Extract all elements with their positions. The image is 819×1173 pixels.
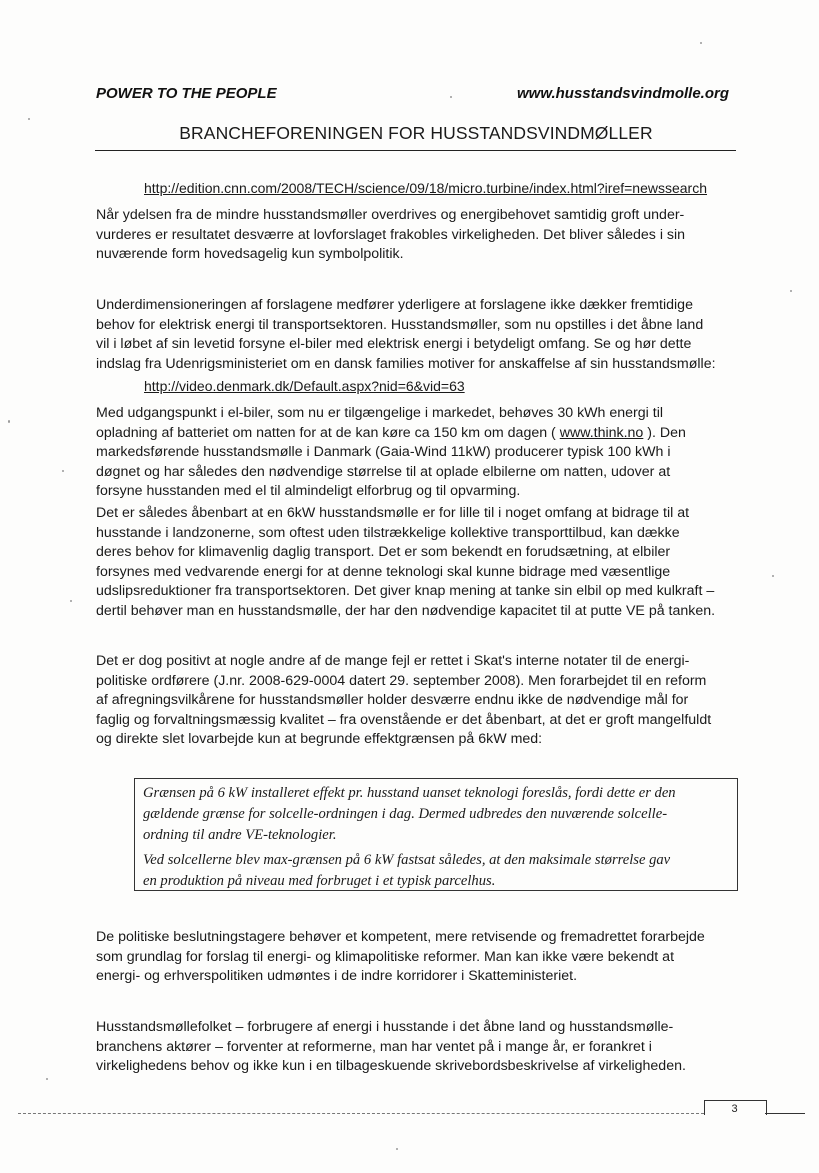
quote-paragraph-1	[143, 783, 729, 846]
footer-rule	[18, 1113, 704, 1114]
paragraph-3	[96, 404, 742, 502]
paragraph-line: nuværende form hovedsagelig kun symbolpolitik.	[96, 246, 404, 263]
paragraph-line: deres behov for klimavenlig daglig transport. Det er som bekendt en forudsætning, at elbiler	[96, 544, 671, 561]
paragraph-5	[96, 652, 742, 750]
page-title: BRANCHEFORENINGEN FOR HUSSTANDSVINDMØLLER	[179, 123, 653, 143]
paragraph-line: Underdimensioneringen af forslagene medfører yderligere at forslagene ikke dækker fremtidige	[96, 297, 693, 313]
paragraph-line: som grundlag for forslag til energi- og klimapolitiske reformer. Man kan ikke være bekendt at	[96, 948, 675, 965]
denmark-video-link[interactable]: http://video.denmark.dk/Default.aspx?nid=6&vid=63	[144, 378, 465, 394]
paragraph-1	[96, 206, 742, 265]
scan-speck	[62, 470, 64, 472]
scan-speck	[28, 118, 30, 120]
paragraph-line: indslag fra Udenrigsministeriet om en dansk families motiver for anskaffelse af sin husstandsmølle:	[96, 355, 716, 372]
paragraph-7	[96, 1018, 742, 1077]
paragraph-line: døgnet og har således den nødvendige størrelse til at oplade elbilerne om natten, udover at	[96, 463, 671, 480]
scan-speck	[8, 420, 10, 423]
quote-line: Grænsen på 6 kW installeret effekt pr. husstand uanset teknologi foreslås, fordi dette er den	[143, 785, 676, 801]
paragraph-4	[96, 504, 742, 622]
paragraph-line: husstande i landzonerne, som oftest uden tilstrækkelige kollektive transporttilbud, kan dække	[96, 524, 680, 541]
scan-speck	[396, 1148, 398, 1150]
paragraph-line: dertil behøver man en husstandsmølle, der har den nødvendige kapacitet til at putte VE på tanken.	[96, 602, 716, 619]
scan-speck	[70, 600, 72, 602]
quote-line: gældende grænse for solcelle-ordningen i dag. Dermed udbredes den nuværende solcelle-	[143, 806, 668, 822]
paragraph-line	[96, 424, 742, 444]
quote-line: en produktion på niveau med forbruget i et typisk parcelhus.	[143, 873, 496, 889]
paragraph-line: vil i løbet af sin levetid forsyne el-biler med elektrisk energi i betydeligt omfang. Se og hør dette	[96, 336, 692, 353]
paragraph-line: markedsførende husstandsmølle i Danmark (Gaia-Wind 11kW) producerer typisk 100 kWh i	[96, 444, 671, 461]
paragraph-line: udslipsreduktioner fra transportsektoren. Det giver knap mening at tanke sin elbil op med kulkraft –	[96, 583, 715, 600]
paragraph-line: behov for elektrisk energi til transportsektoren. Husstandsmøller, som nu opstilles i det åbne land	[96, 316, 704, 333]
paragraph-line: virkelighedens behov og ikke kun i en tilbageskuende skrivebordsbeskrivelse af virkeligheden.	[96, 1058, 686, 1075]
quote-line: ordning til andre VE-teknologier.	[143, 827, 337, 843]
page-number: 3	[731, 1103, 738, 1115]
paragraph-line: branchens aktører – forventer at reformerne, man har ventet på i mange år, er forankret i	[96, 1038, 652, 1055]
quote-paragraph-2	[143, 850, 729, 892]
paragraph-line: Husstandsmøllefolket – forbrugere af energi i husstande i det åbne land og husstandsmølle-	[96, 1019, 674, 1035]
scan-speck	[450, 96, 452, 98]
quote-line: Ved solcellerne blev max-grænsen på 6 kW fastsat således, at den maksimale størrelse gav	[143, 852, 671, 868]
quoted-notice-box	[134, 778, 738, 891]
paragraph-line: forsynes med vedvarende energi for at denne teknologi skal kunne bidrage med væsentlige	[96, 563, 671, 580]
scan-speck	[790, 290, 792, 292]
think-link[interactable]: www.think.no	[559, 424, 644, 441]
paragraph-text: opladning af batteriet om natten for at de kan køre ca 150 km om dagen (	[96, 424, 560, 441]
paragraph-line: faglig og forvaltningsmæssig kvalitet – fra ovenstående er det åbenbart, at det er groft mangelfuldt	[96, 711, 712, 728]
scan-speck	[700, 42, 702, 44]
title-underline	[95, 150, 736, 151]
paragraph-line: Med udgangspunkt i el-biler, som nu er tilgængelige i markedet, behøves 30 kWh energi til	[96, 405, 664, 421]
paragraph-line: forsyne husstanden med el til almindeligt elforbrug og til opvarming.	[96, 483, 521, 500]
paragraph-line: De politiske beslutningstagere behøver et kompetent, mere retvisende og fremadrettet forarbejde	[96, 929, 705, 945]
header-website: www.husstandsvindmolle.org	[517, 85, 729, 102]
paragraph-line: og direkte slet lovarbejde kun at begrunde effektgrænsen på 6kW med:	[96, 731, 543, 748]
cnn-article-link[interactable]: http://edition.cnn.com/2008/TECH/science/09/18/micro.turbine/index.html?iref=newssearch	[144, 180, 708, 196]
header-slogan: POWER TO THE PEOPLE	[96, 85, 277, 102]
paragraph-line: Det er dog positivt at nogle andre af de mange fejl er rettet i Skat's interne notater til de energi-	[96, 653, 690, 669]
footer-rule-right	[765, 1113, 805, 1114]
paragraph-6	[96, 928, 742, 987]
paragraph-line: vurderes er resultatet desværre at lovforslaget frakobles virkeligheden. Det bliver således i sin	[96, 226, 686, 243]
scan-speck	[772, 575, 774, 577]
paragraph-line: politiske ordførere (J.nr. 2008-629-0004 datert 29. september 2008). Men forarbejdet til en reform	[96, 672, 707, 689]
paragraph-2	[96, 296, 742, 374]
scan-speck	[46, 1078, 48, 1080]
paragraph-line: energi- og erhverspolitiken udmøntes i de indre korridorer i Skatteministeriet.	[96, 968, 578, 985]
paragraph-line: Det er således åbenbart at en 6kW husstandsmølle er for lille til i noget omfang at bidrage til at	[96, 505, 690, 521]
paragraph-line: Når ydelsen fra de mindre husstandsmøller overdrives og energibehovet samtidig groft under-	[96, 207, 685, 223]
paragraph-line: af afregningsvilkårene for husstandsmøller holder desværre endnu ikke de nødvendige mål for	[96, 692, 689, 709]
paragraph-text: ). Den	[643, 424, 686, 441]
